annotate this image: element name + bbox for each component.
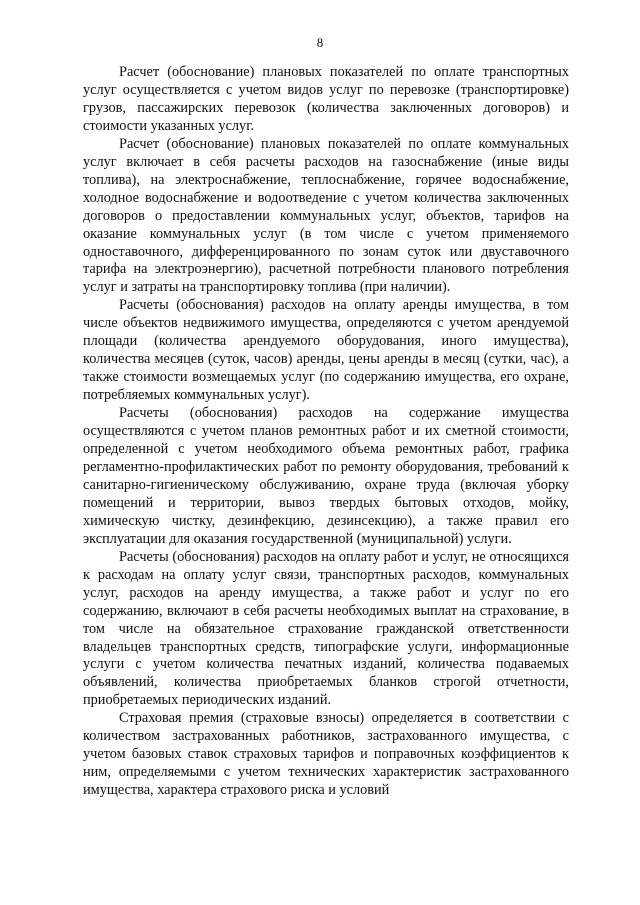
paragraph-transport-services: Расчет (обоснование) плановых показателей по оплате транспортных услуг осуществляется с учетом видов услуг по перевозке (транспортировке) грузов, пассажирских перевозок (количества заключенных договоров) и стоимости указанных услуг. (83, 64, 569, 134)
paragraph-insurance-premium: Страховая премия (страховые взносы) определяется в соответствии с количеством застрахованных работников, застрахованного имущества, с учетом базовых ставок страховых тарифов и поправочных коэффициентов к ним, определяемыми с учетом технических характеристик застрахованного имущества, характера страхового риска и условий (83, 710, 569, 799)
paragraph-other-works-services: Расчеты (обоснования) расходов на оплату работ и услуг, не относящихся к расходам на оплату услуг связи, транспортных расходов, коммунальных услуг, расходов на аренду имущества, а также работ и услуг по его содержанию, включают в себя расчеты необходимых выплат на страхование, в том числе на обязательное страхование гражданской ответственности владельцев транспортных средств, типографские услуги, информационные услуги с учетом количества печатных изданий, количества подаваемых объявлений, количества приобретаемых бланков строгой отчетности, приобретаемых периодических изданий. (83, 548, 569, 709)
paragraph-utility-services: Расчет (обоснование) плановых показателей по оплате коммунальных услуг включает в себя расчеты расходов на газоснабжение (иные виды топлива), на электроснабжение, теплоснабжение, горячее водоснабжение, холодное водоснабжение и водоотведение с учетом количества заключенных договоров о предоставлении коммунальных услуг, объектов, тарифов на оказание коммунальных услуг (в том числе с учетом применяемого одноставочного, дифференцированного по зонам суток или двуставочного тарифа на электроэнергию), расчетной потребности планового потребления услуг и затраты на транспортировку топлива (при наличии). (83, 135, 569, 296)
paragraph-property-maintenance: Расчеты (обоснования) расходов на содержание имущества осуществляются с учетом планов ремонтных работ и их сметной стоимости, определенной с учетом необходимого объема ремонтных работ, графика регламентно-профилактических работ по ремонту оборудования, требований к санитарно-гигиеническому обслуживанию, охране труда (включая уборку помещений и территории, вывоз твердых бытовых отходов, мойку, химическую чистку, дезинфекцию, дезинсекцию), а также правил его эксплуатации для оказания государственной (муниципальной) услуги. (83, 405, 569, 547)
page-number: 8 (316, 36, 324, 50)
paragraph-property-rent: Расчеты (обоснования) расходов на оплату аренды имущества, в том числе объектов недвижимого имущества, определяются с учетом арендуемой площади (количества арендуемого оборудования, иного имущества), количества месяцев (суток, часов) аренды, цены аренды в месяц (сутки, час), а также стоимости возмещаемых услуг (по содержанию имущества, его охране, потребляемых коммунальных услуг). (83, 297, 569, 404)
document-body (83, 64, 569, 800)
